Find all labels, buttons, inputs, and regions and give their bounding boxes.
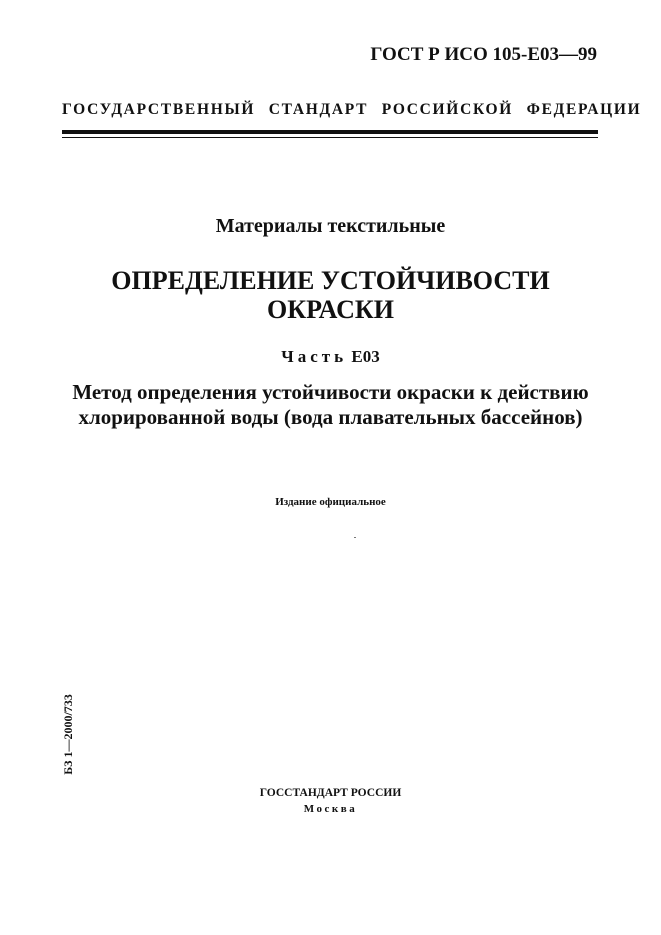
- edition-note: Издание официальное: [275, 496, 386, 508]
- part-label: [0, 347, 661, 367]
- method-title-line-1: Метод определения устойчивости окраски к действию: [72, 380, 589, 404]
- document-subject: Материалы текстильные: [215, 215, 446, 237]
- document-title-line-2: ОКРАСКИ: [267, 295, 394, 324]
- method-title: [0, 380, 661, 430]
- method-title-line-2: хлорированной воды (вода плавательных бассейнов): [78, 405, 583, 429]
- print-speck: [354, 537, 356, 538]
- publisher: ГОССТАНДАРТ РОССИИ: [259, 787, 402, 799]
- document-title-line-1: ОПРЕДЕЛЕНИЕ УСТОЙЧИВОСТИ: [111, 266, 550, 295]
- side-code-text: БЗ 1—2000/733: [60, 693, 75, 775]
- publisher-city: Москва: [303, 803, 358, 815]
- side-code: [60, 694, 76, 774]
- header-rule-thin: [62, 137, 598, 138]
- document-title: [0, 266, 661, 324]
- document-number: ГОСТ Р ИСО 105-Е03—99: [370, 44, 597, 65]
- part-code: Е03: [351, 347, 380, 366]
- header-rule-thick: [62, 130, 598, 134]
- part-word: Часть: [281, 347, 348, 366]
- state-standard-header: ГОСУДАРСТВЕННЫЙ СТАНДАРТ РОССИЙСКОЙ ФЕДЕРАЦИИ: [62, 101, 642, 118]
